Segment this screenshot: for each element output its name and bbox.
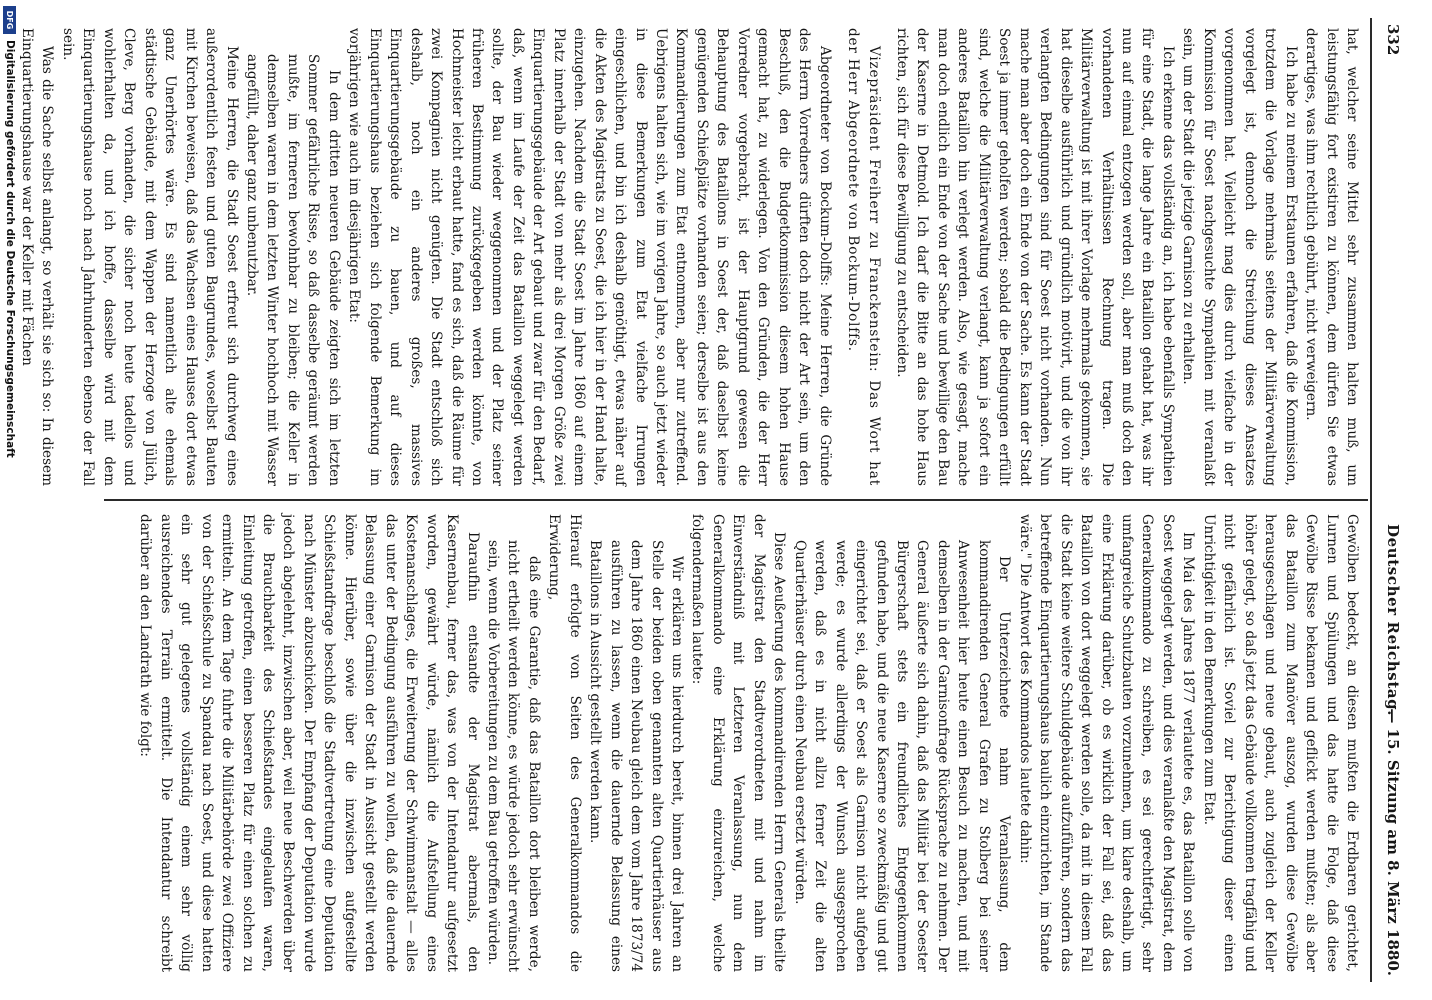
paragraph: hat, welcher seine Mittel sehr zusammen halten muß, um leistungsfähig fort existiren zu können, dem dürfen Sie etwas derartiges, was ihm rechtlich gebührt, nicht verweigern.	[1303, 28, 1360, 486]
page-number: 332	[1384, 24, 1402, 56]
quoted-passage: Der Unterzeichnete nahm Veranlassung, dem kommandirenden General Grafen zu Stolberg bei seiner Anwesenheit hier heute einen Besuch zu machen, und mit demselben in der Garnisonfrage Rücksprache zu nehmen. Der General äußerte sich dahin, daß das Militär bei der Soester Bürgerschaft stets ein freundliches Entgegenkommen gefunden habe, und die neue Kaserne so zweckmäßig und gut eingerichtet sei, daß er Soest als Garnison nicht aufgeben werde; es wurde allerdings der Wunsch ausgesprochen werden, daß es in nicht allzu ferner Zeit die alten Quartierhäuser durch einen Neubau ersetzt würden.	[791, 540, 1013, 972]
quoted-passage: daß eine Garantie, daß das Bataillon dort bleiben werde, nicht ertheilt werden könne, es würde jedoch sehr erwünscht sein, wenn die Vorbereitungen zu dem Bau getroffen würden.	[484, 540, 542, 972]
paragraph: Hierauf erfolgte von Seiten des Generalkommandos die Erwiderung,	[546, 514, 583, 972]
dfg-logo-icon: DFG	[4, 6, 17, 34]
paragraph: Meine Herren, die Stadt Soest erfreut sich durchweg eines außerordentlich festen und guten Baugrundes, woselbst Bauten mit Kirchen beweisen, daß das Wachsen eines Hauses dort etwas ganz Unerhörtes wäre. Es sind namentlich alte ehemals städtische Gebäude, mit dem Wappen der Herzoge von Jülich, Cleve, Berg vorhanden, die sicher noch heute tadellos und wohlerhalten da, und ich hoffe, dasselbe wird mit dem Einquartierungshause noch nach Jahrhunderten ebenso der Fall sein.	[59, 28, 240, 486]
paragraph: Was die Sache selbst anlangt, so verhält sie sich so: In diesem Einquartierungshause war der Keller mit Fächen	[19, 28, 56, 486]
paragraph: Ich erkenne das vollständig an, ich habe ebenfalls Sympathien für eine Stadt, die lange Jahre ein Bataillon gehabt hat, was ihr nun auf einmal entzogen werden soll, aber man muß doch den vorhandenen Verhältnissen Rechnung tragen. Die Militärverwaltung ist mit ihrer Vorlage mehrmals gekommen, sie hat dieselbe ausführlich und gründlich motivirt, und die von ihr verlangten Bedingungen sind für Soest nicht vorhanden. Nun mache man aber doch ein Ende von der Sache. Es kann der Stadt Soest ja immer geholfen werden; sobald die Bedingungen erfüllt sind, welche die Militärverwaltung verlangt, kann ja sofort ein anderes Bataillon hin verlegt werden. Also, wie gesagt, mache man doch endlich ein Ende von der Sache und bewillige den Bau der Kaserne in Detmold. Ich darf die Bitte an das hohe Haus richten, sich für diese Bewilligung zu entscheiden.	[894, 28, 1176, 486]
left-column	[19, 28, 1362, 486]
right-column	[108, 514, 1362, 972]
page-header	[1380, 24, 1410, 976]
digitization-credit	[0, 0, 20, 1000]
paragraph: Diese Aeußerung des kommandirenden Herrn Generals theilte der Magistrat den Stadtverordneten mit und nahm im Einverständniß mit Letzteren Veranlassung, nun dem Generalkommando eine Erklärung einzureichen, welche folgendermaßen lautete:	[689, 514, 788, 972]
credit-text: Digitalisierung gefördert durch die Deutsche Forschungsgemeinschaft	[4, 40, 16, 458]
paragraph: Im Mai des Jahres 1877 verlautete es, das Bataillon solle von Soest weggelegt werden, und dies veranlaßte den Magistrat, dem Generalkommando zu schreiben, es sei gerechtfertigt, sehr umfangreiche Schutzbauten vorzunehmen, um klare deshalb, um eine Erklärung darüber, ob es wirklich der Fall sei, daß das Bataillon von dort weggelegt werden solle, da mit in diesem Fall die Stadt keine weitere Schuldgebäude aufzuführen, sondern das betreffende Einquartierungshaus baulich einzurichten, im Stande wäre." Die Antwort des Kommandos lautete dahin:	[1016, 514, 1197, 972]
paragraph: Daraufhin entsandte der Magistrat abermals, den Kasernenbau, ferner das, was von der Intendantur aufgesetzt worden, gewährt würde, nämlich die Aufstellung eines Kostenanschlages, die Erweiterung der Schwimmanstalt — alles das unter der Bedingung ausführen zu wollen, daß die dauernde Belassung einer Garnison der Stadt in Aussicht gestellt werden könne. Hierüber, sowie über die inzwischen aufgestellte Schießstandfrage beschloß die Stadtvertretung eine Deputation nach Münster abzuschicken. Der Empfang der Deputation wurde jedoch abgelehnt, inzwischen aber, weil neue Beschwerden über die Brauchbarkeit des Schießstandes eingelaufen waren, Einleitung getroffen, einen besseren Platz für einen solchen zu ermitteln. An dem Tage fuhrte die Militärbehörde zwei Offiziere von der Schießschule zu Spandau nach Soest, und diese hatten ein sehr gut gelegenes vollständig einem sehr völlig ausreichendes Terrain ermittelt. Die Intendantur schreibt darüber an den Landrath wie folgt:	[137, 514, 481, 972]
quoted-passage: Wir erklären uns hierdurch bereit, binnen drei Jahren an Stelle der beiden oben genannten alten Quartierhäuser aus dem Jahre 1860 einen Neubau gleich dem vom Jahre 1873/74 ausführen zu lassen, wenn die dauernde Belassung eines Bataillons in Aussicht gestellt werden kann.	[587, 540, 686, 972]
column-divider	[104, 499, 1368, 501]
session-info: — 15. Sitzung am 8. März 1880.	[1384, 708, 1402, 976]
header-rule	[1370, 18, 1372, 982]
quoted-passage: In dem dritten neueren Gebäude zeigten sich im letzten Sommer gefährliche Risse, so daß dasselbe geräumt werden mußte, im ferneren bewohnbar zu bleiben; die Keller in demselben waren in dem letzten Winter hochhoch mit Wasser angefüllt, daher ganz unbenutzbar.	[243, 54, 342, 486]
paragraph: Gewölben bedeckt, an diesen mußten die Erdbaren gerichtet, Lurnen und Spülungen und das hatte die Folge, daß diese Gewölbe Risse bekamen und geflickt werden mußten; als aber das Bataillon zum Manöver auszog, wurden diese Gewölbe herausgeschlagen und neue gebaut, auch zugleich der Keller höher gelegt, so daß jetzt das Gebäude vollkommen tragfähig und nicht gefährlich ist. Soviel zur Berichtigung dieser einen Unrichtigkeit in den Bemerkungen zum Etat.	[1200, 514, 1360, 972]
publication-title: Deutscher Reichstag.	[1384, 524, 1402, 717]
speaker-paragraph: Abgeordneter von Bockum-Dolffs: Meine Herren, die Gründe des Herrn Vorredners dürften doch nicht der Art sein, um den Beschluß, den die Budgetkommission diesem hohen Hause gemacht hat, zu widerlegen. Von den Gründen, die der Herr Vorredner vorgebracht, ist der Hauptgrund gewesen die Behauptung des Bataillons in Soest der, daß daselbst keine genügenden Schießplätze vorhanden seien; derselbe ist aus den Kommandierungen zum Etat entnommen, aber nur zutreffend. Uebrigens halten sich, wie im vorigen Jahre, so auch jetzt wieder in diese Bemerkungen zum Etat vielfache Irrungen eingeschlichen, und bin ich deshalb genöthigt, etwas näher auf die Akten des Magistrats zu Soest, die ich hier in der Hand halte, einzugehen. Nachdem die Stadt Soest im Jahre 1860 auf einem Platz innerhalb der Stadt von mehr als drei Morgen Größe zwei Einquartierungsgebäude der Art gebaut und zwar für den Bedarf, daß, wenn im Laufe der Zeit das Bataillon weggelegt werden sollte, der Bau wieder weggenommen und der Platz seiner früheren Bestimmung zurückgegeben werden könnte, von Hochmeister leicht erbaut hatte, fand es sich, daß die Räume für zwei Kompagnien nicht genügten. Die Stadt entschloß sich deshalb, noch ein anderes großes, massives Einquartierungsgebäude zu bauen, und auf dieses Einquartierungshaus beziehen sich folgende Bemerkung im vorjährigen wie auch im diesjährigen Etat:	[346, 28, 833, 486]
speaker-intro: Vizepräsident Freiherr zu Franckenstein: Das Wort hat der Herr Abgeordnete von Bockum-Dolffs.	[845, 28, 882, 486]
paragraph: Ich habe zu meinem Erstaunen erfahren, daß die Kommission, trotzdem die Vorlage mehrmals seitens der Militärverwaltung vorgelegt ist, dennoch die Streichung dieses Ansatzes vorgenommen hat. Vielleicht mag dies durch vielfache in der Kommission für Soest nachgesuchte Sympathien mit veranlaßt sein, um der Stadt die jetzige Garnison zu erhalten.	[1180, 28, 1299, 486]
